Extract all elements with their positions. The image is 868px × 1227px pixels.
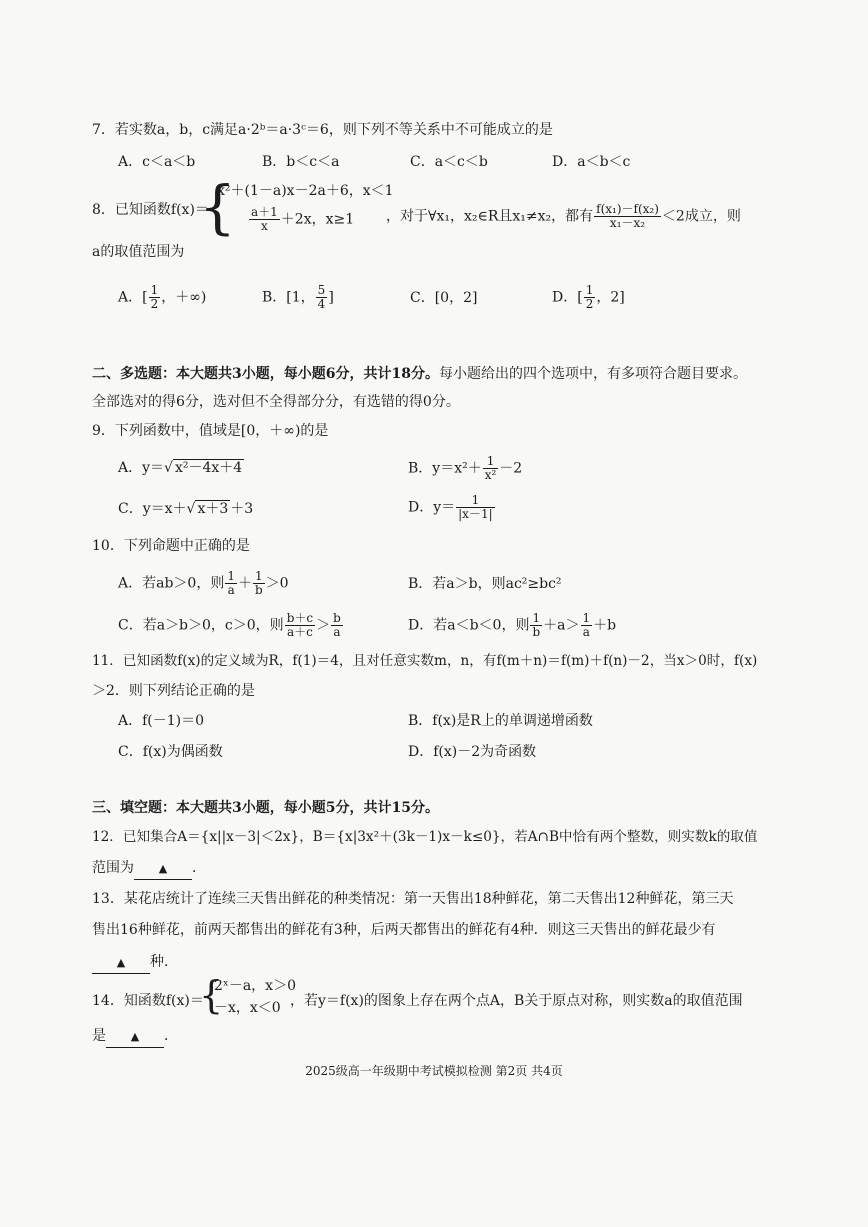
q8-prefix: 8．已知函数f(x)＝: [92, 202, 209, 218]
q9-option-b: B．y＝x²＋ $\frac{1}{\text{x²}}$ －2: [408, 454, 523, 482]
q14-answer-blank[interactable]: ▲: [106, 1027, 164, 1048]
q13-line3: ▲ 种．: [92, 952, 178, 974]
section2-heading: 二、多选题：本大题共3小题，每小题6分，共计18分。每小题给出的四个选项中，有多项符合题目要求。: [92, 366, 747, 382]
q14-brace: {: [199, 973, 224, 1017]
q7-option-b: B．b＜c＜a: [262, 154, 340, 170]
q8-option-c: C．[0，2]: [410, 290, 478, 306]
q8-condition-fraction: $\frac{\text{f(x₁)－f(x₂)}}{\text{x₁－x₂}}$: [596, 202, 659, 230]
page-footer: 2025级高一年级期中考试模拟检测 第2页 共4页: [305, 1064, 563, 1078]
q14-suffix: ，若y＝f(x)的图象上存在两个点A，B关于原点对称，则实数a的取值范围: [290, 993, 743, 1009]
q11-line1: 11．已知函数f(x)的定义域为R，f(1)＝4，且对任意实数m，n，有f(m＋n)＝f(m)＋f(n)－2，当x＞0时，f(x): [92, 653, 758, 669]
q12-line1: 12．已知集合A＝{x||x－3|＜2x}，B＝{x|3x²＋(3k－1)x－k≤0}，若A∩B中恰有两个整数，则实数k的取值: [92, 829, 758, 845]
q8-brace: {: [199, 173, 236, 241]
q10-stem: 10．下列命题中正确的是: [92, 538, 250, 554]
q10-option-b: B．若a＞b，则ac²≥bc²: [408, 576, 562, 592]
q13-line2: 售出16种鲜花，前两天都售出的鲜花有3种，后两天都售出的鲜花有4种．则这三天售出的鲜花最少有: [92, 922, 716, 938]
q14-piece1: 2ˣ－a，x＞0: [214, 978, 296, 994]
q13-answer-blank[interactable]: ▲: [92, 953, 150, 974]
q11-option-c: C．f(x)为偶函数: [118, 744, 223, 760]
q14-prefix: 14．知函数f(x)＝: [92, 993, 204, 1009]
q8-piece1: x²＋(1－a)x－2a＋6，x＜1: [217, 183, 394, 199]
q7-option-c: C．a＜c＜b: [410, 154, 488, 170]
q8-option-a: A．[ $\frac{1}{2}$ ，＋∞): [118, 283, 207, 311]
q8-option-d: D．[ $\frac{1}{2}$ ，2]: [552, 283, 625, 311]
q11-option-d: D．f(x)－2为奇函数: [408, 744, 537, 760]
q9-option-c: C．y＝x＋√ x＋3 ＋3: [118, 501, 254, 517]
q11-line2: ＞2．则下列结论正确的是: [92, 683, 255, 699]
q10-option-d: D．若a＜b＜0，则 $\frac{1}{b}$ ＋a＞ $\frac{1}{a}$ ＋b: [408, 611, 617, 639]
q9-option-a: A．y＝√ x²－4x＋4: [118, 460, 243, 476]
q8-line2: a的取值范围为: [92, 244, 185, 260]
q12-answer-blank[interactable]: ▲: [134, 859, 192, 880]
q10-option-c: C．若a＞b＞0，c＞0，则 $\frac{b+c}{a+c}$ ＞ $\frac{b}{a}$: [118, 611, 341, 639]
q7-option-d: D．a＜b＜c: [552, 154, 631, 170]
q12-line2: 范围为 ▲ ．: [92, 858, 206, 880]
q8-option-b: B．[1， $\frac{5}{4}$ ]: [262, 283, 334, 311]
q14-line2: 是 ▲ ．: [92, 1026, 178, 1048]
q10-option-a: A．若ab＞0，则 $\frac{1}{a}$ ＋ $\frac{1}{b}$ ＞0: [118, 569, 289, 597]
section3-heading: 三、填空题：本大题共3小题，每小题5分，共计15分。: [92, 800, 439, 816]
q8-piece2: $\frac{a+1}{x}$ ＋2x，x≥1: [251, 205, 355, 233]
q8-piece2-fraction: $\frac{a+1}{x}$: [251, 205, 278, 233]
q8-condition: ，对于∀x₁，x₂∈R且x₁≠x₂，都有 $\frac{\text{f(x₁)－f(x₂)}}{\text{x₁－x₂}}$ ＜2成立，则: [386, 202, 741, 230]
q9-stem: 9．下列函数中，值域是[0，＋∞)的是: [92, 423, 329, 439]
q11-option-b: B．f(x)是R上的单调递增函数: [408, 713, 593, 729]
q9-option-d: D．y＝ $\frac{1}{|x-1|}$: [408, 493, 493, 521]
section2-desc: 全部选对的得6分，选对但不全得部分分，有选错的得0分。: [92, 394, 460, 410]
q14-piece2: －x，x＜0: [214, 1000, 281, 1016]
q13-line1: 13．某花店统计了连续三天售出鲜花的种类情况：第一天售出18种鲜花，第二天售出12种鲜花，第三天: [92, 891, 734, 907]
q7-stem: 7．若实数a，b，c满足a·2ᵇ＝a·3ᶜ＝6，则下列不等关系中不可能成立的是: [92, 122, 553, 138]
q7-option-a: A．c＜a＜b: [118, 154, 196, 170]
q11-option-a: A．f(－1)＝0: [118, 713, 205, 729]
